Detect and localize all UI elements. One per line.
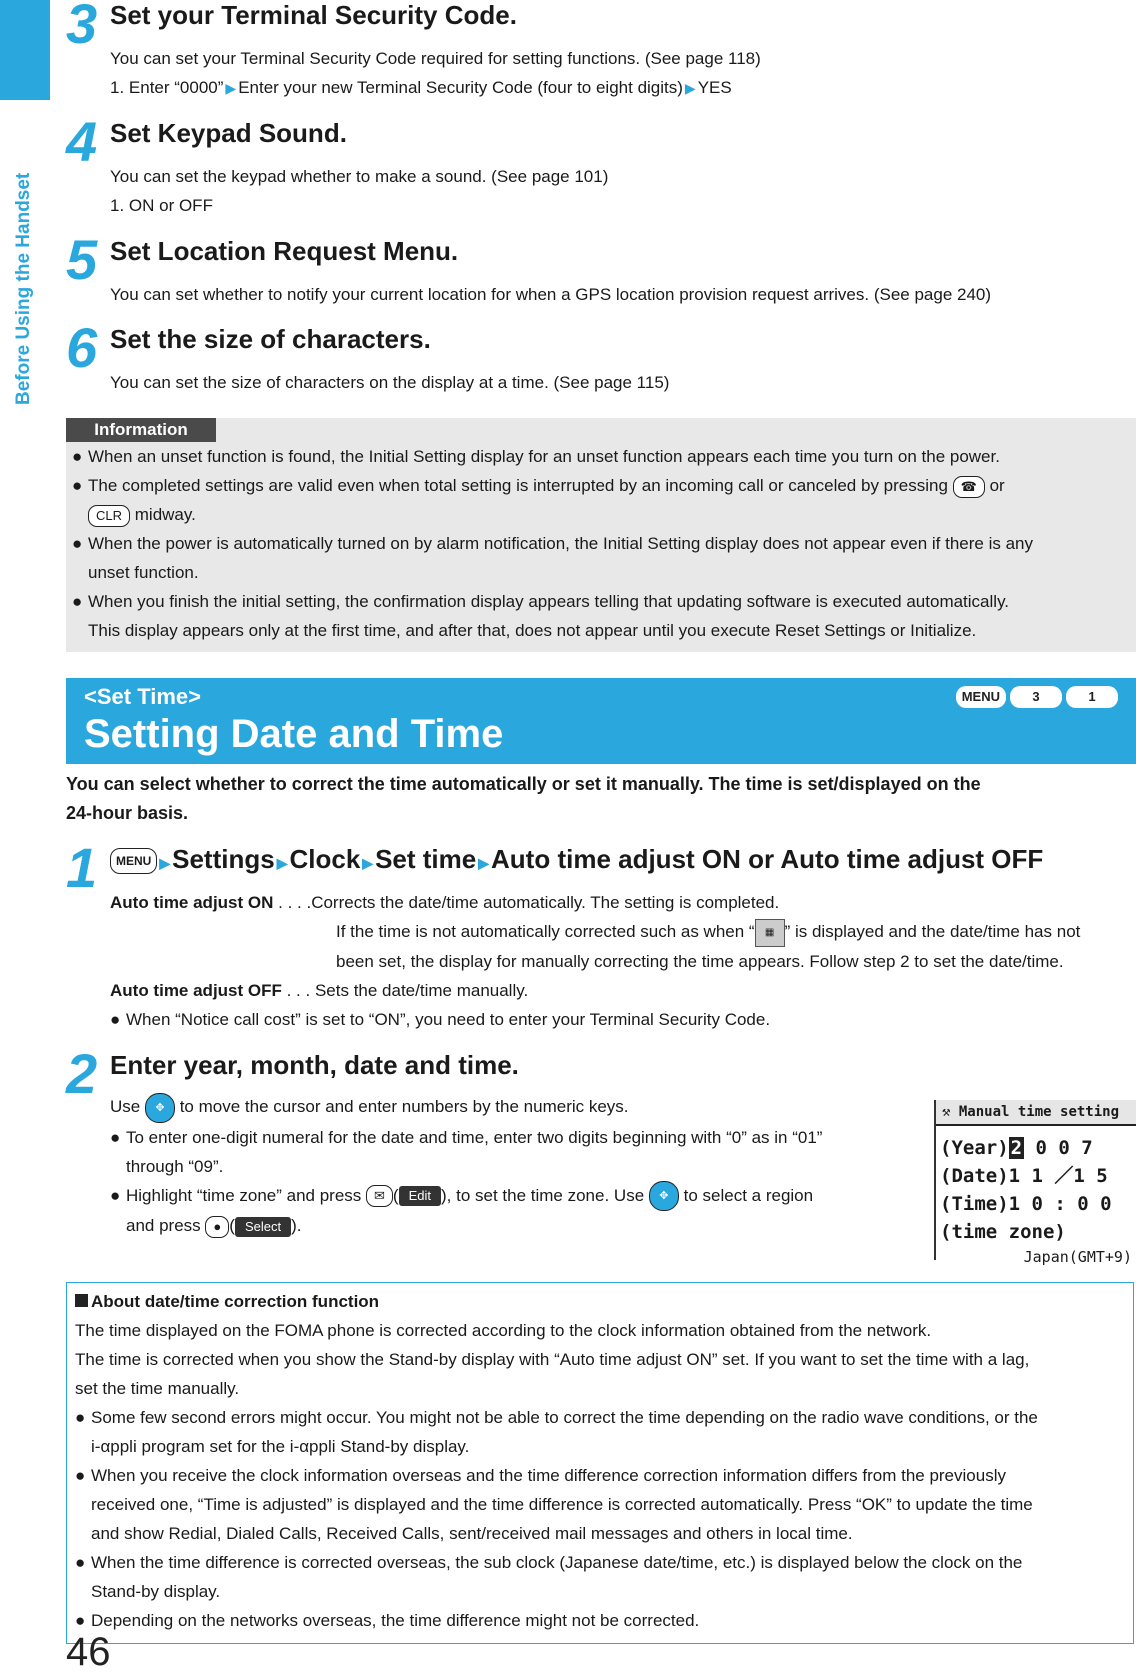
- about-bullet: ● Depending on the networks overseas, the time difference might not be corrected.: [75, 1611, 700, 1630]
- arrow-icon: ▶: [225, 80, 237, 96]
- step-3-body: [110, 44, 761, 103]
- step-number: 2: [66, 1042, 98, 1105]
- center-key-icon: ●: [205, 1216, 229, 1238]
- step-4-body: [110, 162, 608, 220]
- about-bullet-cont: and show Redial, Dialed Calls, Received Calls, sent/received mail messages and others in local time.: [91, 1524, 853, 1543]
- step-title: Set Location Request Menu.: [110, 236, 459, 266]
- wrench-icon: ⚒: [942, 1104, 951, 1120]
- information-label: Information: [66, 418, 216, 442]
- banner-shortcut: [952, 686, 1118, 708]
- step-2-bullet-cont: and press ● ( Select ).: [110, 1211, 822, 1240]
- step-2-bullet-cont: through “09”.: [126, 1156, 224, 1176]
- about-para: The time is corrected when you show the Stand-by display with “Auto time adjust ON” set. If you want to set the time with a lag,: [75, 1350, 1030, 1369]
- about-heading: About date/time correction function: [75, 1287, 1127, 1316]
- about-bullet: ● When the time difference is corrected overseas, the sub clock (Japanese date/time, etc.) is displayed below the clock on the: [75, 1553, 1023, 1572]
- step-number: 1: [66, 836, 98, 899]
- proc-part: Enter your new Terminal Security Code (four to eight digits): [238, 78, 683, 97]
- about-bullet: ● When you receive the clock information overseas and the time difference correction information differs from the previously: [75, 1466, 1006, 1485]
- step-5-body: [110, 280, 991, 309]
- section-title: Before Using the Handset: [13, 172, 34, 405]
- option-off: Auto time adjust OFF . . . Sets the date/time manually.: [110, 980, 529, 1000]
- info-bullet: ● When you finish the initial setting, the confirmation display appears telling that updating software is executed automatically.: [72, 592, 1010, 611]
- step-title: Set the size of characters.: [110, 324, 431, 354]
- step-6-desc: You can set the size of characters on the display at a time. (See page 115): [110, 373, 670, 392]
- screen-row-time: (Time)1 0 : 0 0: [940, 1193, 1112, 1215]
- power-key-icon: ☎: [953, 476, 985, 498]
- about-para: The time displayed on the FOMA phone is corrected according to the clock information obtained from the network.: [75, 1321, 932, 1340]
- step-3-desc: You can set your Terminal Security Code required for setting functions. (See page 118): [110, 49, 761, 68]
- step-number: 4: [66, 110, 98, 173]
- clr-key-icon: CLR: [88, 505, 130, 527]
- key-3-icon: 3: [1010, 686, 1062, 708]
- info-bullet-cont: unset function.: [88, 563, 199, 582]
- about-bullet-cont: received one, “Time is adjusted” is displayed and the time difference is corrected automatically. Press “OK” to update the time: [91, 1495, 1033, 1514]
- screen-row-date: (Date)1 1 ／1 5: [940, 1165, 1108, 1187]
- cursor-digit: 2: [1010, 1137, 1023, 1159]
- step-2-line: Use ✥ to move the cursor and enter numbers by the numeric keys.: [110, 1092, 822, 1123]
- about-bullet-cont: i-αppli program set for the i-αppli Stand-by display.: [91, 1437, 470, 1456]
- step-6-body: [110, 368, 669, 397]
- banner-subtitle: <Set Time>: [84, 684, 201, 709]
- menu-key-icon: MENU: [110, 848, 157, 874]
- information-body: [72, 442, 1132, 645]
- menu-key-icon: MENU: [956, 686, 1006, 708]
- key-1-icon: 1: [1066, 686, 1118, 708]
- mail-key-icon: ✉: [366, 1185, 393, 1207]
- proc-part: YES: [697, 78, 732, 97]
- step-title: MENU ▶Settings ▶Clock ▶Set time ▶Auto time adjust ON or Auto time adjust OFF: [110, 844, 1043, 875]
- about-para: set the time manually.: [75, 1379, 240, 1398]
- info-bullet: ● When the power is automatically turned on by alarm notification, the Initial Setting display does not appear even if there is any: [72, 534, 1033, 553]
- info-bullet: ● When an unset function is found, the Initial Setting display for an unset function appears each time you turn on the power.: [72, 447, 1000, 466]
- phone-screen: [934, 1100, 1136, 1266]
- intro-line: 24-hour basis.: [66, 803, 189, 823]
- option-on: Auto time adjust ON . . . .Corrects the date/time automatically. The setting is completed.: [110, 893, 780, 912]
- page-number: 46: [66, 1630, 111, 1674]
- about-bullet-cont: Stand-by display.: [91, 1582, 221, 1601]
- step-number: 6: [66, 316, 98, 379]
- info-bullet-cont: CLR midway.: [72, 500, 1132, 529]
- step-1-body: [110, 888, 1080, 1034]
- step-title: Enter year, month, date and time.: [110, 1050, 519, 1080]
- step-title: Set your Terminal Security Code.: [110, 0, 517, 30]
- step-title: Set Keypad Sound.: [110, 118, 347, 148]
- step-5-desc: You can set whether to notify your current location for when a GPS location provision request arrives. (See page 240): [110, 285, 992, 304]
- section-intro: [66, 770, 1066, 828]
- navigation-key-icon: ✥: [145, 1093, 175, 1123]
- step-3-procedure: [110, 73, 761, 103]
- info-bullet: ● The completed settings are valid even when total setting is interrupted by an incoming call or canceled by pressing ☎ or: [72, 471, 1132, 500]
- about-body: [75, 1287, 1127, 1635]
- step-4-desc: You can set the keypad whether to make a sound. (See page 101): [110, 167, 609, 186]
- sidebar: [0, 0, 50, 1678]
- section-banner: [66, 678, 1136, 764]
- about-box: [66, 1282, 1134, 1644]
- option-on-desc: been set, the display for manually correcting the time appears. Follow step 2 to set the date/time.: [336, 951, 1064, 971]
- select-softkey: Select: [235, 1217, 291, 1237]
- screen-row-timezone: (time zone): [940, 1221, 1066, 1243]
- screen-row-year: (Year) 2 0 0 7: [940, 1137, 1093, 1159]
- edit-softkey: Edit: [399, 1186, 441, 1206]
- step-2-bullet: ● Highlight “time zone” and press ✉ ( Edit ), to set the time zone. Use ✥ to select a region: [110, 1181, 822, 1212]
- step-4-procedure: 1. ON or OFF: [110, 196, 213, 215]
- proc-part: 1. Enter “0000”: [110, 78, 224, 97]
- intro-line: You can select whether to correct the time automatically or set it manually. The time is set/displayed on the: [66, 774, 981, 794]
- step-1-note: ● When “Notice call cost” is set to “ON”, you need to enter your Terminal Security Code.: [110, 1009, 771, 1029]
- arrow-icon: ▶: [684, 80, 696, 96]
- option-on-desc: If the time is not automatically corrected such as when “ ▦ ” is displayed and the date/time has not: [110, 917, 1080, 947]
- navigation-key-icon: ✥: [649, 1181, 679, 1211]
- step-2-body: [110, 1092, 822, 1240]
- step-2-bullet: ● To enter one-digit numeral for the date and time, enter two digits beginning with “0” as in “01”: [110, 1127, 823, 1147]
- information-box: [66, 418, 1136, 652]
- screen-title: ⚒ Manual time setting: [936, 1100, 1136, 1126]
- about-bullet: ● Some few second errors might occur. You might not be able to correct the time depending on the radio wave conditions, or the: [75, 1408, 1038, 1427]
- screen-timezone-value: Japan(GMT+9): [1023, 1248, 1132, 1266]
- no-signal-icon: ▦: [755, 919, 785, 947]
- step-number: 5: [66, 228, 98, 291]
- banner-title: Setting Date and Time: [84, 712, 504, 756]
- step-number: 3: [66, 0, 98, 55]
- info-bullet-cont: This display appears only at the first time, and after that, does not appear until you execute Reset Settings or Initialize.: [88, 621, 977, 640]
